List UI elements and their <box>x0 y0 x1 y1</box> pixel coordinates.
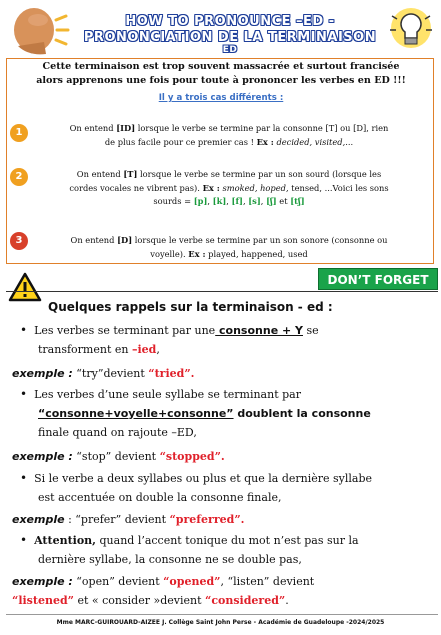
case-1-badge: 1 <box>10 124 28 142</box>
title-line-1: HOW TO PRONOUNCE –ED - <box>125 14 335 29</box>
title-line-3: ED <box>222 45 238 55</box>
dont-forget-banner: DON’T FORGET <box>318 268 438 290</box>
footer-divider <box>6 614 438 615</box>
example-3: exemple : “prefer” devient “preferred”. <box>12 513 245 526</box>
three-cases-heading: Il y a trois cas différents : <box>158 93 284 103</box>
rule-3: • Si le verbe a deux syllabes ou plus et que la dernière syllabe est accentuée on double la consonne finale, <box>20 471 373 504</box>
speaking-head-icon <box>8 6 70 56</box>
intro-text: Cette terminaison est trop souvent massacrée et surtout francisée alors apprenons une fois pour toute à prononcer les verbes en ED !!! <box>36 61 406 86</box>
example-1: exemple : “try”devient “tried”. <box>12 367 195 380</box>
case-1-text: On entend [ID] lorsque le verbe se termine par la consonne [T] ou [D], rien de plus facile pour ce premier cas ! Ex : decided, visited,... <box>69 123 389 147</box>
divider <box>6 291 438 292</box>
rule-2: • Les verbes d’une seule syllabe se terminant par “consonne+voyelle+consonne” doublent la consonne finale quand on rajoute –ED, <box>20 387 371 439</box>
light-bulb-icon <box>388 6 434 54</box>
footer-credits: Mme MARC-GUIROUARD-AIZEE J. Collège Saint John Perse - Académie de Guadeloupe -2024/2025 <box>56 619 385 626</box>
case-3-text: On entend [D] lorsque le verbe se termine par un son sonore (consonne ou voyelle). Ex : played, happened, used <box>70 235 388 259</box>
example-2: exemple : “stop” devient “stopped”. <box>12 450 225 463</box>
rule-1: • Les verbes se terminant par une consonne + Y se transforment en –ied, <box>20 323 319 356</box>
case-3-badge: 3 <box>10 232 28 250</box>
example-4: exemple : “open” devient “opened”, “listen” devient “listened” et « consider »devient “considered”. <box>12 575 315 607</box>
rule-4: • Attention, quand l’accent tonique du mot n’est pas sur la dernière syllabe, la consonne ne se double pas, <box>20 533 359 566</box>
title-line-2: PRONONCIATION DE LA TERMINAISON <box>83 30 377 45</box>
case-2-badge: 2 <box>10 168 28 186</box>
case-2-text: On entend [T] lorsque le verbe se termine par un son sourd (lorsque les cordes vocales ne vibrent pas). Ex : smoked, hoped, tensed, ...Voici les sons sourds = [p], [k], [f], [s], [ʃ] et [tʃ] <box>69 169 389 206</box>
warning-icon <box>8 272 42 302</box>
rappels-title: Quelques rappels sur la terminaison - ed : <box>48 300 333 314</box>
